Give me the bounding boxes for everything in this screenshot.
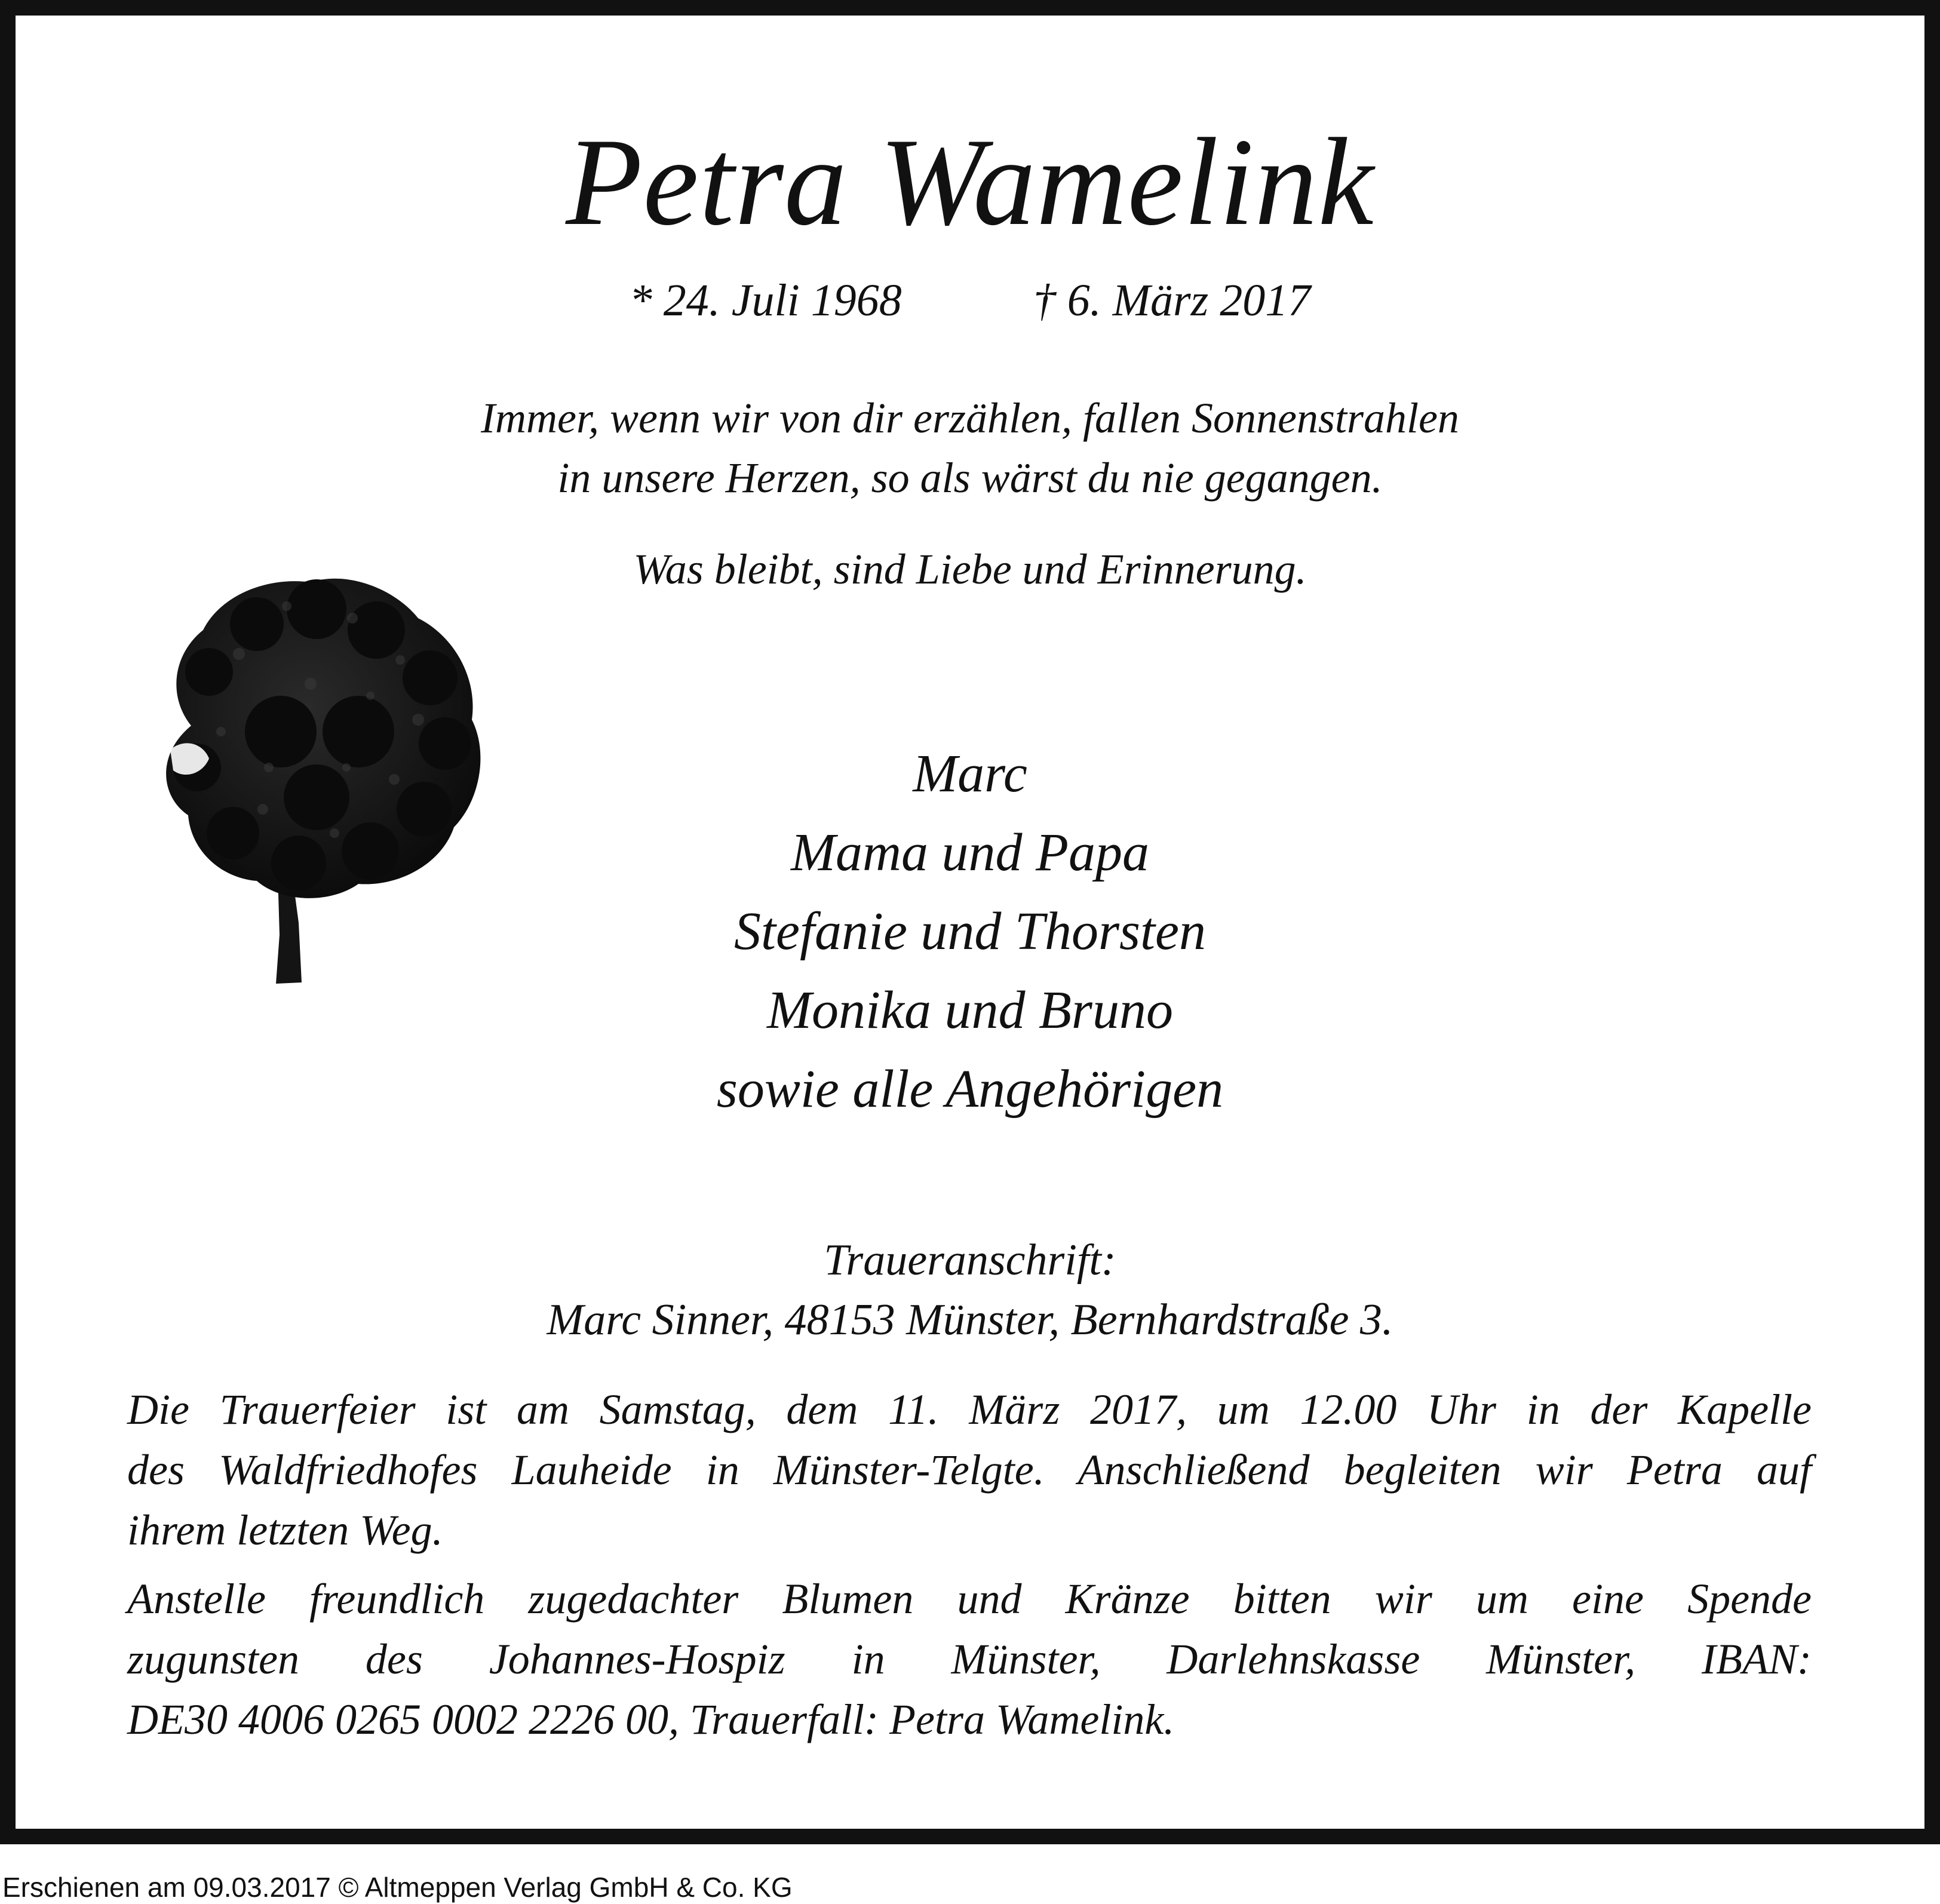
death-date: † 6. März 2017 <box>1033 275 1311 325</box>
birth-date: * 24. Juli 1968 <box>629 275 902 325</box>
poem-closing: Was bleibt, sind Liebe und Erinnerung. <box>633 545 1307 593</box>
address-text: Marc Sinner, 48153 Münster, Bernhardstraße 3. <box>547 1295 1393 1344</box>
family-member: Mama und Papa <box>791 823 1149 882</box>
donation-paragraph <box>127 1569 1812 1750</box>
family-list <box>0 735 1940 1129</box>
family-member: sowie alle Angehörigen <box>716 1060 1224 1119</box>
poem-line: Immer, wenn wir von dir erzählen, fallen Sonnenstrahlen <box>481 394 1459 442</box>
publication-credit: Erschienen am 09.03.2017 © Altmeppen Verlag GmbH & Co. KG <box>2 1872 793 1903</box>
family-member: Marc <box>913 744 1027 803</box>
address-label: Traueranschrift: <box>824 1236 1116 1285</box>
ceremony-line: Die Trauerfeier ist am Samstag, dem 11. März 2017, um 12.00 Uhr in der Kapelle <box>127 1386 1812 1433</box>
family-member: Stefanie und Thorsten <box>734 902 1206 961</box>
life-dates <box>0 272 1940 329</box>
donation-line: Anstelle freundlich zugedachter Blumen und Kränze bitten wir um eine Spende <box>127 1575 1812 1623</box>
deceased-name: Petra Wamelink <box>566 113 1374 251</box>
mourning-address <box>0 1230 1940 1350</box>
ceremony-line: des Waldfriedhofes Lauheide in Münster-Telgte. Anschließend begleiten wir Petra auf <box>127 1446 1812 1494</box>
family-member: Monika und Bruno <box>767 981 1173 1040</box>
poem <box>0 388 1940 508</box>
donation-line: zugunsten des Johannes-Hospiz in Münster, Darlehnskasse Münster, IBAN: <box>127 1635 1812 1683</box>
donation-line: DE30 4006 0265 0002 2226 00, Trauerfall: Petra Wamelink. <box>127 1696 1175 1743</box>
ceremony-line: ihrem letzten Weg. <box>127 1506 443 1554</box>
ceremony-paragraph <box>127 1380 1812 1561</box>
poem-line: in unsere Herzen, so als wärst du nie gegangen. <box>557 454 1383 502</box>
